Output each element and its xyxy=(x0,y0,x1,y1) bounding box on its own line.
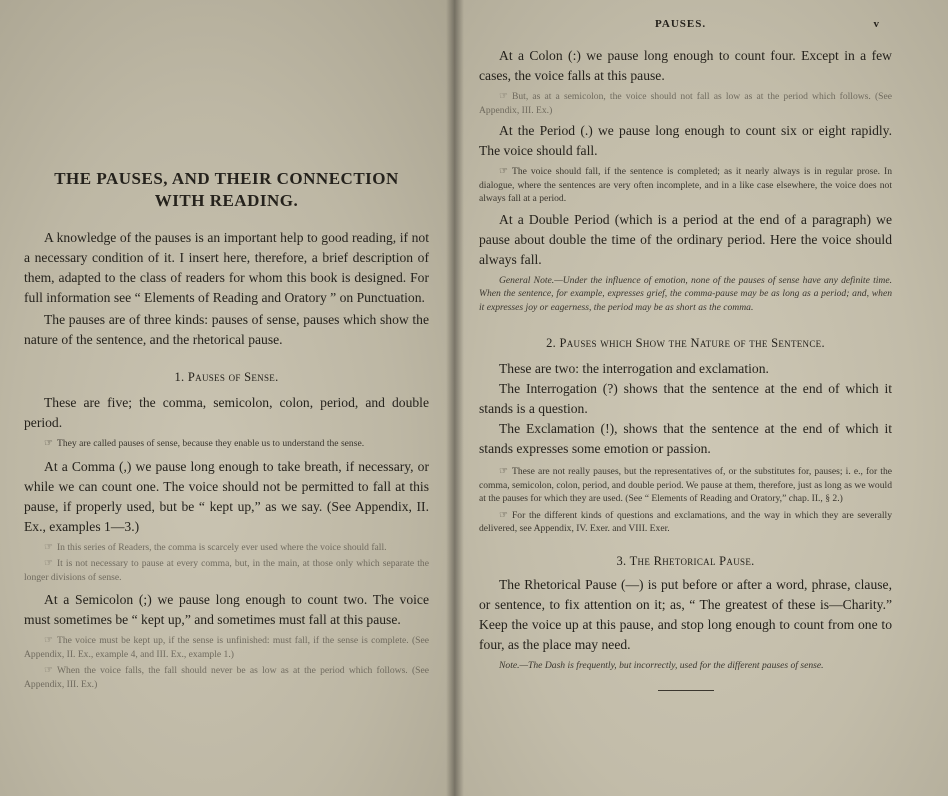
running-head-title: PAUSES. xyxy=(655,18,707,30)
semicolon-paragraph: At a Semicolon (;) we pause long enough to count two. The voice must sometimes be “ kept up,” and sometimes must fall at this pause. xyxy=(24,592,429,627)
note-period: ☞ The voice should fall, if the sentence is completed; as it nearly always is in regular prose. In dialogue, where the sentences are very often incomplete, and in a like case elsewhere, the voice does not always fall at a period. xyxy=(479,166,892,204)
pointing-hand-icon: ☞ xyxy=(499,166,508,177)
intro-paragraph: A knowledge of the pauses is an important help to good reading, if not a necessary condition of it. I insert here, therefore, a brief description of them, adapted to the class of readers for whom this book is designed. For full information see “ Elements of Reading and Oratory ” on Punctuation. xyxy=(24,230,429,305)
note-comma-2: ☞ It is not necessary to pause at every comma, but, in the main, at those only which separate the longer divisions of sense. xyxy=(24,558,429,583)
comma-paragraph: At a Comma (,) we pause long enough to take breath, if necessary, or while we can count one. The voice should not be permitted to fall at this pause, if properly used, but be “ kept up,” as we say. (See Appendix, II. Ex., examples 1—3.) xyxy=(24,458,429,534)
pointing-hand-icon: ☞ xyxy=(44,541,53,553)
note-not-pauses: ☞ These are not really pauses, but the representatives of, or the substitutes for, pauses; i. e., for the comma, semicolon, colon, period, and double period. We pause at them, therefore, just as long as we would at the pauses for which they are used. (See “ Elements of Reading and Oratory,” chap. II., § 2.) xyxy=(479,466,892,504)
note-comma-1: ☞ In this series of Readers, the comma is scarcely ever used where the voice should fall. xyxy=(44,541,387,553)
pointing-hand-icon: ☞ xyxy=(44,558,53,569)
double-period-paragraph: At a Double Period (which is a period at the end of a paragraph) we pause about double the time of the ordinary period. Here the voice should always fall. xyxy=(479,211,892,267)
note-kinds: ☞ For the different kinds of questions and exclamations, and the way in which they are severally delivered, see Appendix, IV. Exer. and VIII. Exer. xyxy=(479,509,892,534)
section3-heading: 3. The Rhetorical Pause. xyxy=(616,553,755,568)
end-rule xyxy=(658,690,714,691)
period-paragraph: At the Period (.) we pause long enough to count six or eight rapidly. The voice should fall. xyxy=(479,123,892,158)
section1-heading: 1. Pauses of Sense. xyxy=(174,370,279,384)
exclamation-paragraph: The Exclamation (!), shows that the sentence at the end of which it stands expresses some emotion or passion. xyxy=(479,421,892,456)
rhetorical-paragraph: The Rhetorical Pause (—) is put before or after a word, phrase, clause, or sentence, to fix attention on it; as, “ The greatest of these is—Charity.” Keep the voice up at this pause, and stop long enough to count from one to four, as the place may need. xyxy=(479,576,892,652)
section2-intro: These are two: the interrogation and exclamation. xyxy=(499,361,769,376)
right-page xyxy=(455,0,948,796)
pointing-hand-icon: ☞ xyxy=(44,438,53,449)
pointing-hand-icon: ☞ xyxy=(499,509,508,521)
dash-note: Note.—The Dash is frequently, but incorrectly, used for the different pauses of sense. xyxy=(499,659,824,671)
left-column xyxy=(24,228,429,691)
note-sense: ☞ They are called pauses of sense, because they enable us to understand the sense. xyxy=(44,438,365,449)
page-number: v xyxy=(873,18,880,30)
colon-paragraph: At a Colon (:) we pause long enough to count four. Except in a few cases, the voice falls at this pause. xyxy=(479,48,892,83)
sense-intro: These are five; the comma, semicolon, colon, period, and double period. xyxy=(24,395,429,430)
chapter-title-line2: WITH READING. xyxy=(154,191,299,210)
kinds-paragraph: The pauses are of three kinds: pauses of sense, pauses which show the nature of the sentence, and the rhetorical pause. xyxy=(24,312,429,347)
note-semicolon-1: ☞ The voice must be kept up, if the sense is unfinished: must fall, if the sense is complete. (See Appendix, II. Ex., example 4, and III. Ex., example 1.) xyxy=(24,635,429,660)
chapter-title-line1: THE PAUSES, AND THEIR CONNECTION xyxy=(54,169,399,188)
note-semicolon-2: ☞ When the voice falls, the fall should never be as low as at the period which follows. (See Appendix, III. Ex.) xyxy=(24,665,429,690)
interrogation-paragraph: The Interrogation (?) shows that the sentence at the end of which it stands is a question. xyxy=(479,381,892,416)
pointing-hand-icon: ☞ xyxy=(499,91,508,102)
book-gutter xyxy=(446,0,464,796)
pointing-hand-icon: ☞ xyxy=(44,665,53,676)
general-note: General Note.—Under the influence of emotion, none of the pauses of sense have any definite time. When the sentence, for example, expresses grief, the comma-pause may be as long as a period; and, when it expresses joy or eagerness, the period may be as short as the comma. xyxy=(479,274,892,313)
pointing-hand-icon: ☞ xyxy=(44,635,53,646)
section2-heading: 2. Pauses which Show the Nature of the Sentence. xyxy=(546,336,825,350)
left-page xyxy=(0,0,455,796)
chapter-title xyxy=(24,168,429,212)
right-column xyxy=(479,46,892,691)
note-colon: ☞ But, as at a semicolon, the voice should not fall as low as at the period which follows. (See Appendix, III. Ex.) xyxy=(479,91,892,116)
pointing-hand-icon: ☞ xyxy=(499,466,508,477)
